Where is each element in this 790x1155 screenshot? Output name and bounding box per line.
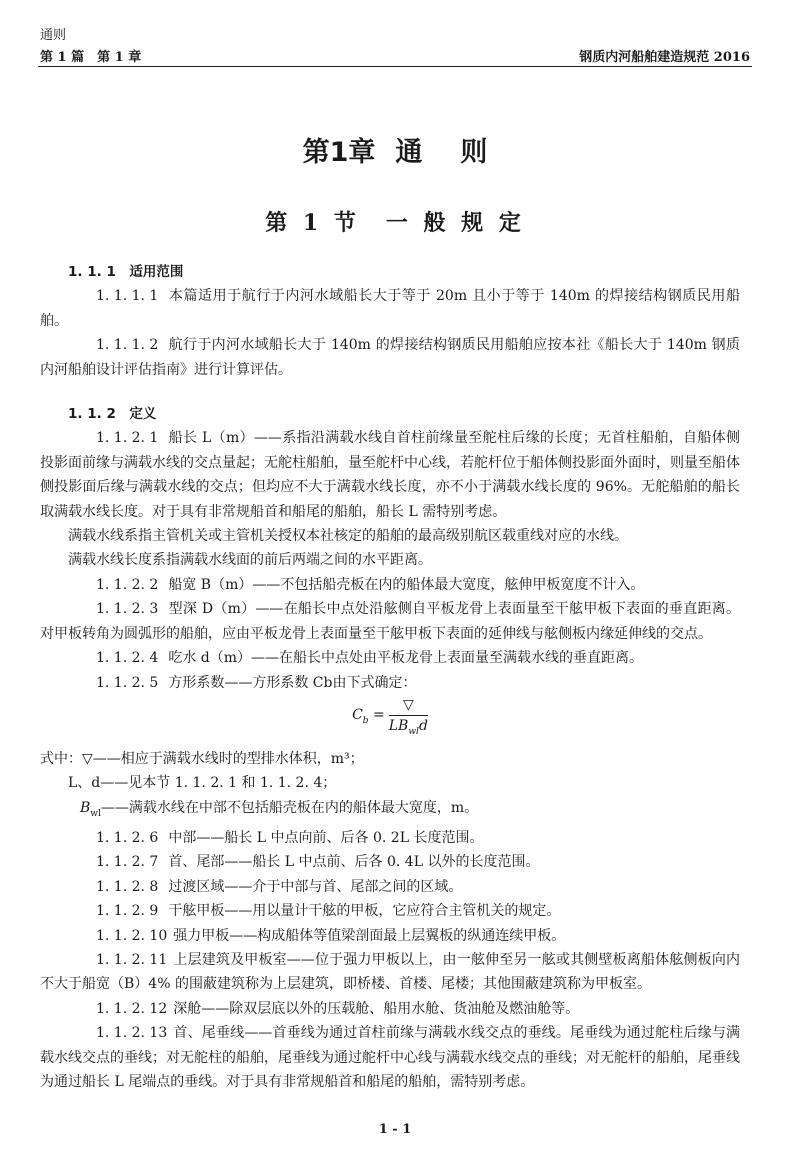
section-title	[0, 206, 790, 237]
chapter-word-1: 通	[395, 137, 423, 168]
clause-1-1-2-1-note-a: 满载水线系指主管机关或主管机关授权本社核定的船舶的最高级别航区载重线对应的水线。	[68, 528, 628, 545]
chapter-word-2: 则	[460, 137, 488, 168]
clause-1-1-2-4: 1. 1. 2. 4 吃水 d（m）——在船长中点处由平板龙骨上表面量至满载水线的垂直距离。	[96, 650, 644, 667]
header-book-title: 钢质内河船舶建造规范 2016	[579, 50, 750, 65]
formula-lhs-sub: b	[362, 716, 369, 726]
header-top-label: 通则	[40, 28, 67, 43]
clause-1-1-2-8: 1. 1. 2. 8 过渡区域——介于中部与首、尾部之间的区域。	[96, 878, 463, 895]
clause-1-1-2-11: 1. 1. 2. 11 上层建筑及甲板室——位于强力甲板以上，由一舷伸至另一舷或其侧壁板离船体舷侧板向内不大于船宽（B）4% 的围蔽建筑称为上层建筑，即桥楼、首楼、尾楼；其他围蔽建筑称为甲板室。	[40, 951, 740, 993]
section-prefix: 第 1 节	[265, 210, 360, 236]
chapter-title	[0, 130, 790, 169]
chapter-number: 1	[329, 137, 349, 168]
block-coefficient-formula	[40, 695, 740, 747]
formula-denominator: $LB_{wl}d$	[388, 717, 428, 737]
clause-1-1-2-6: 1. 1. 2. 6 中部——船长 L 中点向前、后各 0. 2L 长度范围。	[96, 829, 484, 846]
page-number: 1 - 1	[378, 1122, 412, 1137]
formula-lhs: C	[352, 707, 363, 724]
formula-numerator: ▽	[389, 695, 428, 716]
clause-1-1-2-2: 1. 1. 2. 2 船宽 B（m）——不包括船壳板在内的船体最大宽度，舷伸甲板宽度不计入。	[96, 576, 645, 593]
clause-1-1-2-1-note-b: 满载水线长度系指满载水线面的前后两端之间的水平距离。	[68, 552, 432, 569]
where-line-3: $B_{wl}——$满载水线在中部不包括船壳板在内的船体最大宽度，m。	[80, 799, 479, 819]
formula-eq: =	[368, 707, 385, 724]
clause-1-1-2-13: 1. 1. 2. 13 首、尾垂线——首垂线为通过首柱前缘与满载水线交点的垂线。尾垂线为通过舵柱后缘与满载水线交点的垂线；对无舵柱的船舶，尾垂线为通过舵杆中心线与满载水线交点的垂线；对无舵杆的船舶，尾垂线为通过船长 L 尾端点的垂线。对于具有非常规船首和船尾的船舶，需特别考虑。	[40, 1025, 740, 1090]
heading-1-1-1: 1. 1. 1 适用范围	[68, 264, 184, 280]
chapter-prefix: 第	[302, 137, 330, 168]
clause-1-1-2-12: 1. 1. 2. 12 深舱——除双层底以外的压载舱、船用水舱、货油舱及燃油舱等。	[96, 1000, 580, 1017]
clause-1-1-1-2: 1. 1. 1. 2 航行于内河水域船长大于 140m 的焊接结构钢质民用船舶应按本社《船长大于 140m 钢质内河船舶设计评估指南》进行计算评估。	[40, 337, 740, 378]
header-rule	[38, 66, 752, 67]
where-line-1: 式中：▽——相应于满载水线时的型排水体积，m³；	[40, 750, 364, 767]
where-line-2: L、d——见本节 1. 1. 2. 1 和 1. 1. 2. 4；	[68, 775, 337, 792]
heading-1-1-2: 1. 1. 2 定义	[68, 406, 157, 423]
header-part-chapter: 第 1 篇 第 1 章	[40, 50, 142, 65]
formula-fraction	[389, 695, 428, 742]
clause-1-1-2-9: 1. 1. 2. 9 干舷甲板——用以量计干舷的甲板，它应符合主管机关的规定。	[96, 903, 561, 920]
clause-1-1-2-7: 1. 1. 2. 7 首、尾部——船长 L 中点前、后各 0. 4L 以外的长度范围。	[96, 854, 540, 871]
section-name: 一 般 规 定	[385, 210, 525, 236]
clause-1-1-2-10: 1. 1. 2. 10 强力甲板——构成船体等值梁剖面最上层翼板的纵通连续甲板。	[96, 927, 566, 944]
clause-1-1-2-1: 1. 1. 2. 1 船长 L（m）——系指沿满载水线自首柱前缘量至舵柱后缘的长度；无首柱船舶，自船体侧投影面前缘与满载水线的交点量起；无舵柱船舶，量至舵杆中心线，若舵杆位于船体侧投影面外面时，则量至船体侧投影面后缘与满载水线的交点；但均应不大于满载水线长度，亦不小于满载水线长度的 96%。无舵船舶的船长取满载水线长度。对于具有非常规船首和船尾的船舶，船长 L 需特别考虑。	[40, 430, 740, 520]
document-body	[40, 260, 740, 1094]
clause-1-1-1-1: 1. 1. 1. 1 本篇适用于航行于内河水域船长大于等于 20m 且小于等于 140m 的焊接结构钢质民用船舶。	[40, 288, 740, 329]
chapter-suffix: 章	[348, 137, 376, 168]
clause-1-1-2-5: 1. 1. 2. 5 方形系数——方形系数 Cb由下式确定：	[96, 674, 417, 691]
clause-1-1-2-3: 1. 1. 2. 3 型深 D（m）——在船长中点处沿舷侧自平板龙骨上表面量至干舷甲板下表面的垂直距离。对甲板转角为圆弧形的船舶，应由平板龙骨上表面量至干舷甲板下表面的延伸线与舷侧板内缘延伸线的交点。	[40, 601, 740, 642]
